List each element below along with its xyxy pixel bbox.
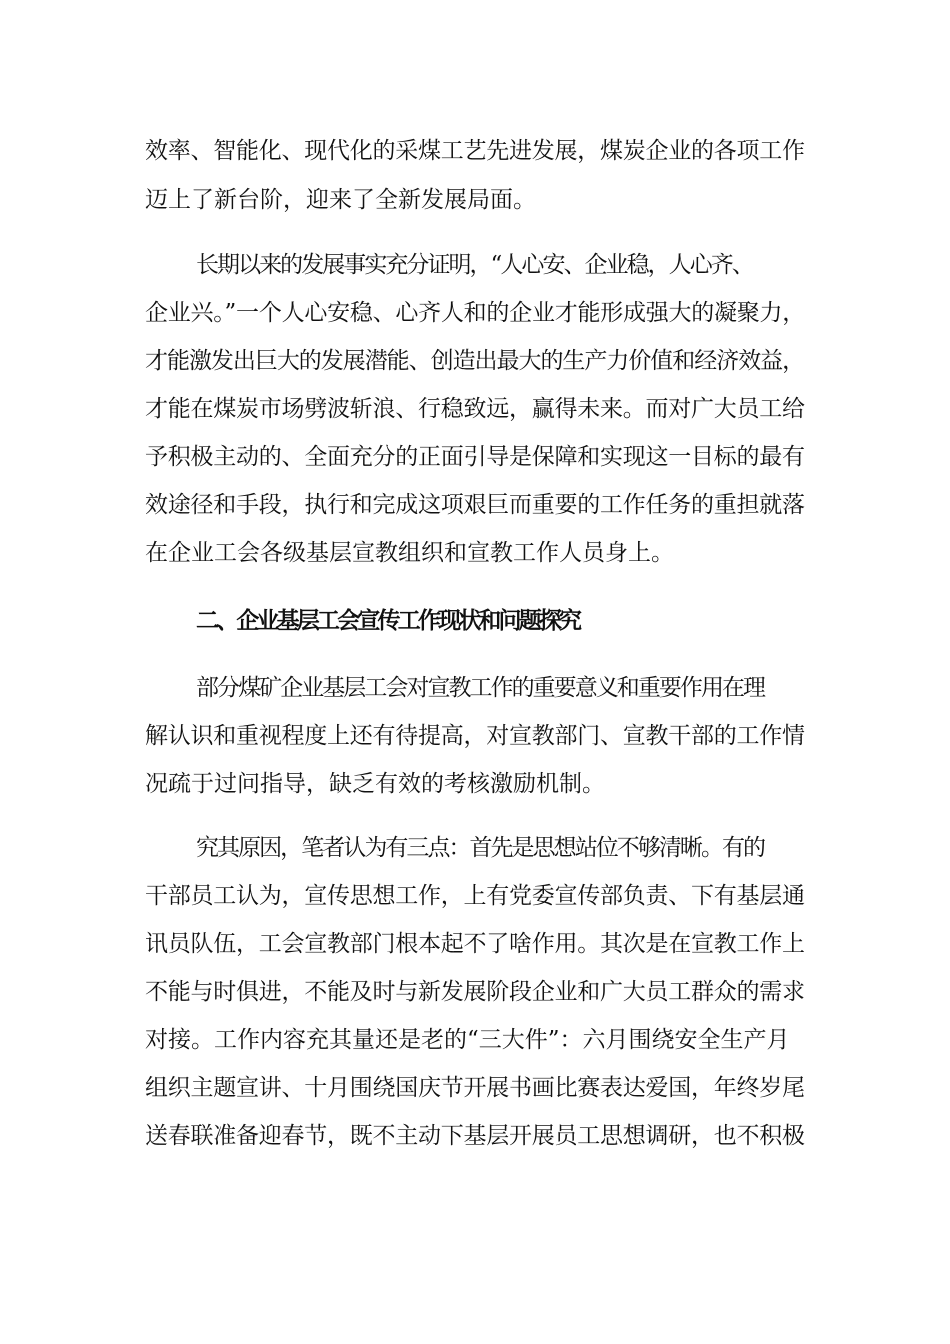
paragraph-line: 迈上了新台阶，迎来了全新发展局面。	[145, 187, 536, 213]
paragraph-line: 在企业工会各级基层宣教组织和宣教工作人员身上。	[145, 540, 674, 566]
paragraph-line: 讯员队伍，工会宣教部门根本起不了啥作用。其次是在宣教工作上	[145, 931, 805, 957]
paragraph-line: 予积极主动的、全面充分的正面引导是保障和实现这一目标的最有	[145, 444, 805, 470]
paragraph-line: 究其原因，笔者认为有三点：首先是思想站位不够清晰。有的	[196, 835, 765, 861]
paragraph-line: 部分煤矿企业基层工会对宣教工作的重要意义和重要作用在理	[196, 675, 765, 701]
paragraph-line: 才能在煤炭市场劈波斩浪、行稳致远，赢得未来。而对广大员工给	[145, 396, 805, 422]
paragraph-line: 干部员工认为，宣传思想工作，上有党委宣传部负责、下有基层通	[145, 883, 805, 909]
paragraph-line: 不能与时俱进，不能及时与新发展阶段企业和广大员工群众的需求	[145, 979, 805, 1005]
paragraph-line: 对接。工作内容充其量还是老的“三大件”：六月围绕安全生产月	[145, 1027, 790, 1053]
paragraph-line: 才能激发出巨大的发展潜能、创造出最大的生产力价值和经济效益，	[145, 348, 805, 374]
paragraph-line: 解认识和重视程度上还有待提高，对宣教部门、宣教干部的工作情	[145, 723, 805, 749]
paragraph-line: 企业兴。”一个人心安稳、心齐人和的企业才能形成强大的凝聚力，	[145, 300, 806, 326]
paragraph-line: 送春联准备迎春节，既不主动下基层开展员工思想调研，也不积极	[145, 1123, 805, 1149]
paragraph-line: 组织主题宣讲、十月围绕国庆节开展书画比赛表达爱国，年终岁尾	[145, 1075, 805, 1101]
paragraph-line: 效途径和手段，执行和完成这项艰巨而重要的工作任务的重担就落	[145, 492, 805, 518]
paragraph-line: 效率、智能化、现代化的采煤工艺先进发展，煤炭企业的各项工作	[145, 138, 805, 164]
paragraph-line: 长期以来的发展事实充分证明，“人心安、企业稳，人心齐、	[196, 252, 753, 278]
paragraph-line: 况疏于过问指导，缺乏有效的考核激励机制。	[145, 771, 605, 797]
section-heading: 二、企业基层工会宣传工作现状和问题探究	[196, 607, 580, 634]
